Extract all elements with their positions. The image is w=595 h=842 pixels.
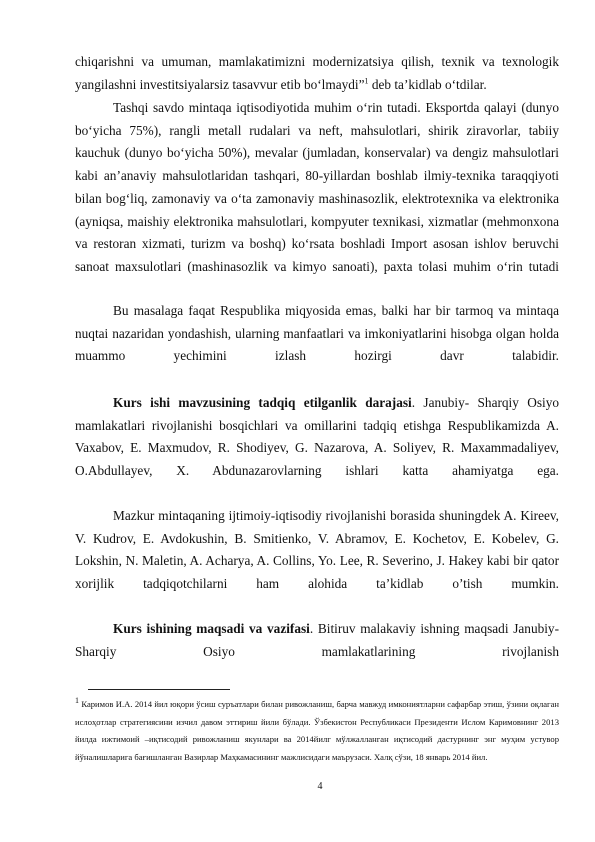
text-run: deb ta’kidlab o‘tdilar. (368, 77, 487, 92)
text-run: . Bitiruv malakaviy ishning maqsadi Janubiy-Sharqiy Osiyo mamlakatlarining rivojlanish (75, 621, 560, 659)
paragraph-continuation-line-1 (75, 51, 559, 74)
footnote-reference[interactable]: 1 (364, 76, 369, 86)
paragraph-goal (75, 618, 559, 663)
text-run: . Janubiy- Sharqiy Osiyo mamlakatlari rivojlanishi bosqichlari va omillarini tadqiq etishga Respublikamizda A. Vaxabov, E. Maxmudov, R. Shodiyev, G. Nazarova, A. Soliyev, R. Maxammadaliyev, O.Abdullayev, X. Abdunazarovlarning ishlari katta ahamiyatga ega. (75, 395, 559, 479)
paragraph-foreign-researchers: Mazkur mintaqaning ijtimoiy-iqtisodiy rivojlanishi borasida shuningdek A. Kireev, V. Kudrov, E. Avdokushin, B. Smitienko, V. Abramov, E. Kochetov, E. Kobelev, G. Lokshin, N. Maletin, A. Acharya, A. Collins, Yo. Lee, R. Severino, J. Hakey kabi bir qator xorijlik tadqiqotchilarni ham alohida ta’kidlab o’tish mumkin. (75, 508, 559, 592)
paragraph-foreign-trade: Tashqi savdo mintaqa iqtisodiyotida muhim o‘rin tutadi. Eksportda qalayi (dunyo bo‘yicha 75%), rangli metall rudalari va neft, mahsulotlari, shirik ziravorlar, tabiiy kauchuk (dunyo bo‘yicha 50%), mevalar (jumladan, konservalar) va dengiz mahsulotlari kabi an’anaviy mahsulotlaridan tashqari, 80-yillardan boshlab ilmiy-texnika taraqqiyoti bilan bog‘liq, zamonaviy va o‘ta zamonaviy mashinasozlik, elektrotexnika va elektronika (ayniqsa, maishiy elektronika mahsulotlari, kompyuter texnikasi, xizmatlar (mehmonxona va restoran xizmati, turizm va boshq) ko‘rsata boshladi Import asosan ishlov beruvchi sanoat maxsulotlari (mashinasozlik va kimyo sanoati), paxta tolasi muhim o‘rin tutadi (75, 100, 559, 274)
paragraph-research-level (75, 392, 559, 483)
text-run: yangilashni investitsiyalarsiz tasavvur etib bo‘lmaydi” (75, 77, 365, 92)
footnote-text: Каримов И.А. 2014 йил юқори ўсиш суръатлари билан ривожланиш, барча мавжуд имкониятларни сафарбар этиш, ўзини оқлаган ислоҳотлар стратегиясини изчил давом эттириш йили бўлади. Ўзбекистон Республикаси Президенти Ислом Каримовнинг 2013 йилда ижтимоий –иқтисодий ривожланиш якунлари ва 2014йилг мўлжалланган иқтисодий дастурнинг энг муҳим устувор йўналишларига бағишланган Вазирлар Маҳкамасининг мажлисидаги маърузаси. Халқ сўзи, 18 январь 2014 йил. (75, 699, 559, 762)
footnote (75, 696, 559, 766)
heading-research-level: Kurs ishi mavzusining tadqiq etilganlik darajasi (113, 395, 412, 410)
paragraph-continuation-line-2 (75, 74, 559, 97)
page-number: 4 (317, 781, 323, 792)
text-run: chiqarishni va umuman, mamlakatimizni modernizatsiya qilish, texnik va texnologik (75, 54, 559, 69)
paragraph-approach: Bu masalaga faqat Respublika miqyosida emas, balki har bir tarmoq va mintaqa nuqtai nazaridan yondashish, ularning manfaatlari va imkoniyatlarini hisobga olgan holda muammo yechimini izlash hozirgi davr talabidir. (75, 303, 559, 364)
footnote-divider (88, 689, 230, 690)
heading-goal: Kurs ishining maqsadi va vazifasi (113, 621, 310, 636)
footnote-marker: 1 (75, 696, 79, 706)
